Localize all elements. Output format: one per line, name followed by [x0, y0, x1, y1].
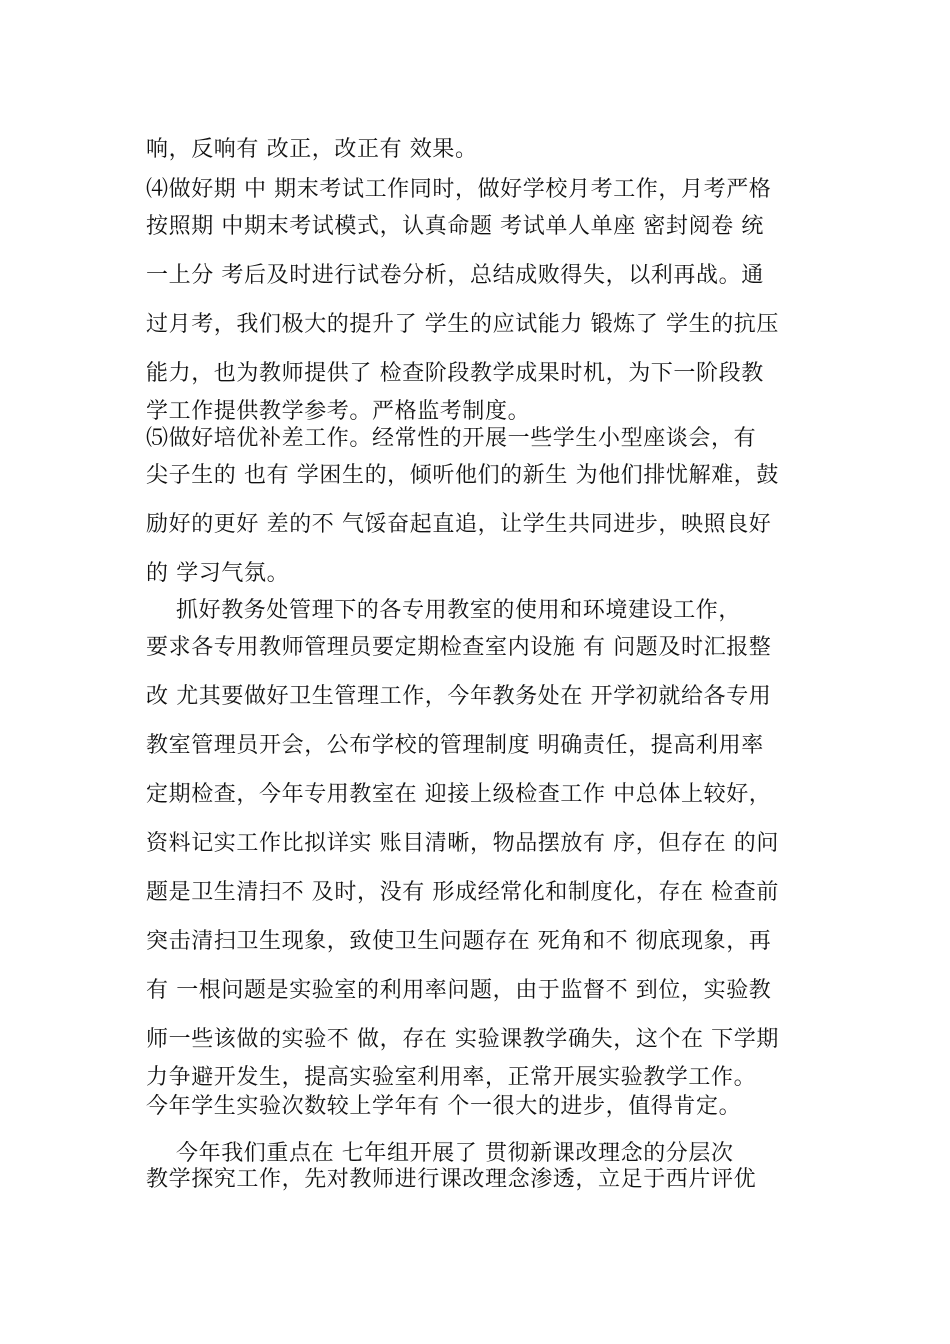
text-line: 学工作提供教学参考。严格监考制度。 — [146, 399, 531, 424]
text-line: 一上分 考后及时进行试卷分析，总结成败得失，以利再战。通 — [146, 263, 764, 288]
text-line: 力争避开发生，提高实验室利用率，正常开展实验教学工作。 — [146, 1065, 757, 1090]
text-line: 突击清扫卫生现象，致使卫生问题存在 死角和不 彻底现象，再 — [146, 929, 772, 954]
text-line: 要求各专用教师管理员要定期检查室内设施 有 问题及时汇报整 — [146, 635, 772, 660]
text-line: 能力，也为教师提供了 检查阶段教学成果时机，为下一阶段教 — [146, 361, 764, 386]
text-line: ⑷做好期 中 期末考试工作同时，做好学校月考工作，月考严格 — [146, 177, 772, 202]
text-line: 改 尤其要做好卫生管理工作，今年教务处在 开学初就给各专用 — [146, 684, 772, 709]
text-line: 的 学习气氛。 — [146, 561, 290, 586]
text-line: 响，反响有 改正，改正有 效果。 — [146, 137, 478, 162]
text-line: 励好的更好 差的不 气馁奋起直追，让学生共同进步，映照良好 — [146, 512, 772, 537]
text-line: ⑸做好培优补差工作。经常性的开展一些学生小型座谈会，有 — [146, 426, 757, 451]
text-line: 教室管理员开会，公布学校的管理制度 明确责任，提高利用率 — [146, 733, 764, 758]
text-line: 今年学生实验次数较上学年有 个一很大的进步，值得肯定。 — [146, 1094, 742, 1119]
text-line: 抓好教务处管理下的各专用教室的使用和环境建设工作， — [176, 598, 742, 623]
text-line: 按照期 中期末考试模式，认真命题 考试单人单座 密封阅卷 统 — [146, 214, 764, 239]
text-line: 尖子生的 也有 学困生的，倾听他们的新生 为他们排忧解难，鼓 — [146, 463, 779, 488]
text-line: 题是卫生清扫不 及时，没有 形成经常化和制度化，存在 检查前 — [146, 880, 779, 905]
text-line: 今年我们重点在 七年组开展了 贯彻新课改理念的分层次 — [176, 1141, 734, 1166]
text-line: 教学探究工作，先对教师进行课改理念渗透，立足于西片评优 — [146, 1167, 757, 1192]
text-line: 有 一根问题是实验室的利用率问题，由于监督不 到位，实验教 — [146, 978, 772, 1003]
text-line: 定期检查，今年专用教室在 迎接上级检查工作 中总体上较好， — [146, 782, 772, 807]
text-line: 师一些该做的实验不 做，存在 实验课教学确失，这个在 下学期 — [146, 1027, 779, 1052]
text-line: 过月考，我们极大的提升了 学生的应试能力 锻炼了 学生的抗压 — [146, 312, 779, 337]
text-line: 资料记实工作比拟详实 账目清晰，物品摆放有 序，但存在 的问 — [146, 831, 779, 856]
